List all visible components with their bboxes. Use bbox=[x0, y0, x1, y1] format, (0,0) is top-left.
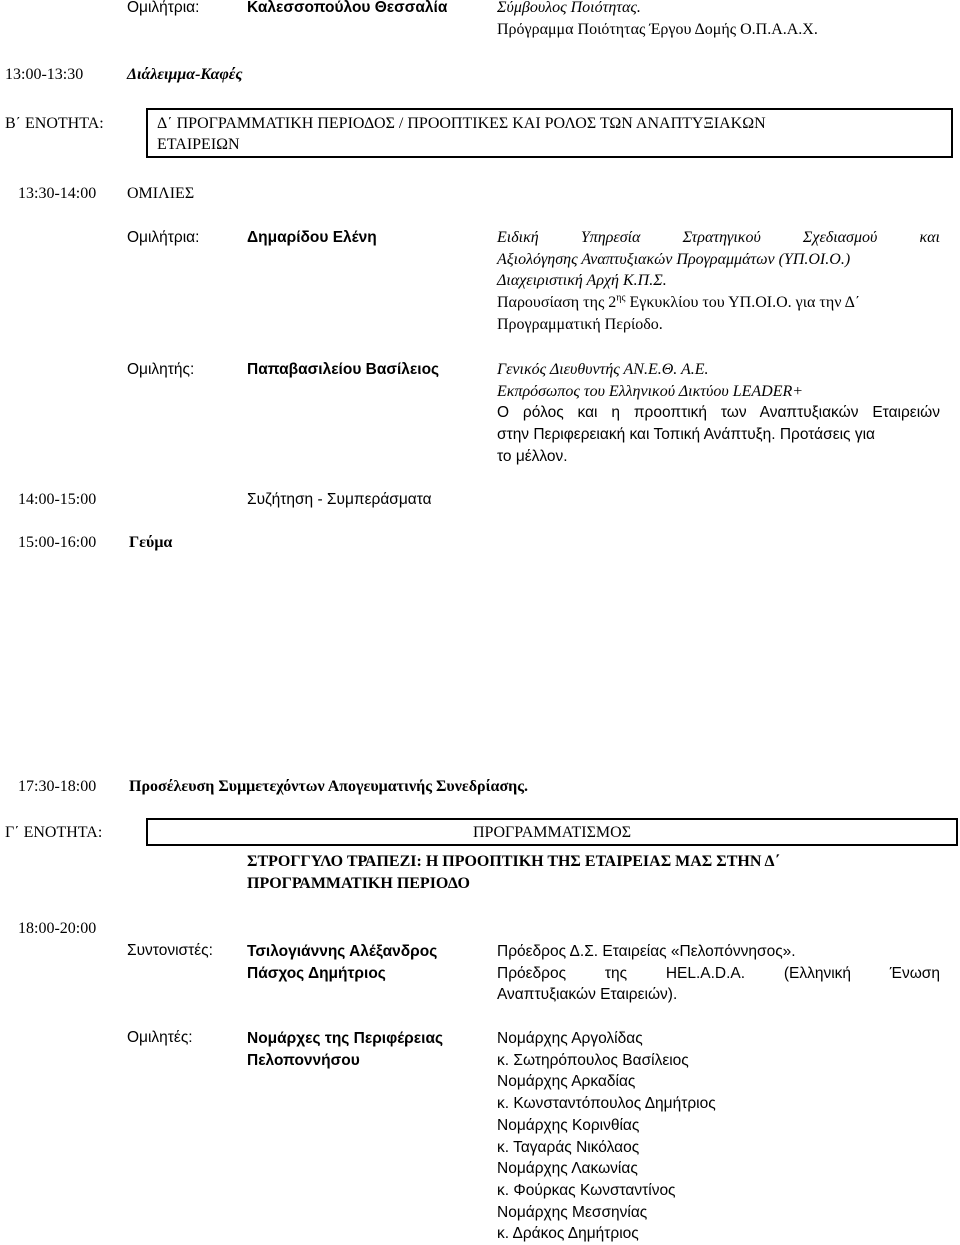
description-line: το μέλλον. bbox=[497, 447, 568, 465]
lunch-label: Γεύμα bbox=[129, 534, 173, 551]
list-item: Νομάρχης Αργολίδας bbox=[497, 1030, 643, 1047]
break-label: Διάλειμμα-Καφές bbox=[127, 66, 243, 83]
section-b-label: Β΄ ΕΝΟΤΗΤΑ: bbox=[5, 115, 104, 132]
description-line: Ο ρόλος και η προοπτική των Αναπτυξιακών Εταιρειών bbox=[497, 404, 940, 422]
description-line: Προγραμματική Περίοδο. bbox=[497, 315, 663, 333]
section-c-subtitle-line: ΣΤΡΟΓΓΥΛΟ ΤΡΑΠΕΖΙ: Η ΠΡΟΟΠΤΙΚΗ ΤΗΣ ΕΤΑΙΡΕΙΑΣ ΜΑΣ ΣΤΗΝ Δ΄ bbox=[247, 853, 780, 870]
coordinators-description bbox=[497, 941, 940, 1006]
description-line: Αναπτυξιακών Εταιρειών). bbox=[497, 986, 678, 1004]
list-item: κ. Ταγαράς Νικόλαος bbox=[497, 1138, 640, 1156]
description-line: Αξιολόγησης Αναπτυξιακών Προγραμμάτων (ΥΠ.ΟΙ.Ο.) bbox=[497, 250, 851, 268]
talks-time: 13:30-14:00 bbox=[18, 185, 97, 202]
section-c-title: ΠΡΟΓΡΑΜΜΑΤΙΣΜΟΣ bbox=[472, 824, 631, 841]
roundtable-time: 18:00-20:00 bbox=[18, 920, 97, 937]
section-b-title-line: ΕΤΑΙΡΕΙΩΝ bbox=[157, 136, 240, 153]
arrival-label: Προσέλευση Συμμετεχόντων Απογευματινής Συνεδρίασης. bbox=[129, 778, 529, 795]
speakers-name: Νομάρχες της Περιφέρειας bbox=[247, 1030, 444, 1047]
list-item: κ. Σωτηρόπουλος Βασίλειος bbox=[497, 1051, 689, 1069]
section-c-subtitle-line: ΠΡΟΓΡΑΜΜΑΤΙΚΗ ΠΕΡΙΟΔΟ bbox=[247, 875, 470, 892]
description-line: Σύμβουλος Ποιότητας. bbox=[497, 0, 641, 16]
list-item: Νομάρχης Κορινθίας bbox=[497, 1116, 640, 1134]
description-line: Πρόεδρος Δ.Σ. Εταιρείας «Πελοπόννησος». bbox=[497, 943, 796, 960]
description-line: Παρουσίαση της $2^{\eta\varsigma}$ Εγκυκλίου του ΥΠ.ΟΙ.Ο. για την Δ΄ bbox=[497, 292, 861, 312]
speaker-role: Ομιλήτρια: bbox=[127, 0, 200, 16]
discussion-label: Συζήτηση - Συμπεράσματα bbox=[247, 491, 432, 508]
arrival-time: 17:30-18:00 bbox=[18, 778, 97, 795]
description-line: Πρόεδρος της HEL.A.D.A. (Ελληνική Ένωση bbox=[497, 964, 940, 982]
coordinators-role: Συντονιστές: bbox=[127, 942, 213, 959]
description-line: Ειδική Υπηρεσία Στρατηγικού Σχεδιασμού και bbox=[497, 229, 940, 246]
discussion-time: 14:00-15:00 bbox=[18, 491, 97, 508]
speakers-name: Πελοποννήσου bbox=[247, 1052, 360, 1069]
section-c-box bbox=[146, 818, 958, 846]
list-item: Νομάρχης Λακωνίας bbox=[497, 1160, 638, 1178]
lunch-time: 15:00-16:00 bbox=[18, 534, 97, 551]
section-c-label: Γ΄ ΕΝΟΤΗΤΑ: bbox=[5, 824, 103, 841]
list-item: κ. Φούρκας Κωνσταντίνος bbox=[497, 1181, 676, 1199]
speaker-name: Καλεσσοπούλου Θεσσαλία bbox=[247, 0, 448, 16]
speaker-role: Ομιλητής: bbox=[127, 361, 195, 378]
description-line: Διαχειριστική Αρχή Κ.Π.Σ. bbox=[497, 272, 667, 290]
speaker-role: Ομιλήτρια: bbox=[127, 229, 200, 246]
prefects-list bbox=[497, 1028, 940, 1245]
description-line: Πρόγραμμα Ποιότητας Έργου Δομής Ο.Π.Α.Α.Χ. bbox=[497, 20, 818, 38]
speakers-role: Ομιλητές: bbox=[127, 1029, 193, 1046]
section-b-box bbox=[146, 108, 953, 158]
speaker-description bbox=[497, 227, 940, 336]
list-item: Νομάρχης Μεσσηνίας bbox=[497, 1203, 648, 1221]
description-line: στην Περιφερειακή και Τοπική Ανάπτυξη. Προτάσεις για bbox=[497, 426, 875, 444]
speaker-name: Δημαρίδου Ελένη bbox=[247, 229, 377, 246]
coordinator-name: Τσιλογιάννης Αλέξανδρος bbox=[247, 943, 438, 960]
speaker-description bbox=[497, 359, 940, 468]
description-line: Γενικός Διευθυντής ΑΝ.Ε.Θ. Α.Ε. bbox=[497, 361, 709, 378]
list-item: Νομάρχης Αρκαδίας bbox=[497, 1073, 636, 1091]
list-item: κ. Δράκος Δημήτριος bbox=[497, 1225, 639, 1243]
talks-label: ΟΜΙΛΙΕΣ bbox=[127, 185, 195, 202]
section-b-title-line: Δ΄ ΠΡΟΓΡΑΜΜΑΤΙΚΗ ΠΕΡΙΟΔΟΣ / ΠΡΟΟΠΤΙΚΕΣ ΚΑΙ ΡΟΛΟΣ ΤΩΝ ΑΝΑΠΤΥΞΙΑΚΩΝ bbox=[157, 115, 766, 132]
break-time: 13:00-13:30 bbox=[5, 66, 84, 83]
list-item: κ. Κωνσταντόπουλος Δημήτριος bbox=[497, 1095, 716, 1113]
speaker-description bbox=[497, 0, 940, 40]
speaker-name: Παπαβασιλείου Βασίλειος bbox=[247, 361, 440, 378]
description-line: Εκπρόσωπος του Ελληνικού Δικτύου LEADER+ bbox=[497, 382, 804, 400]
coordinator-name: Πάσχος Δημήτριος bbox=[247, 965, 386, 982]
